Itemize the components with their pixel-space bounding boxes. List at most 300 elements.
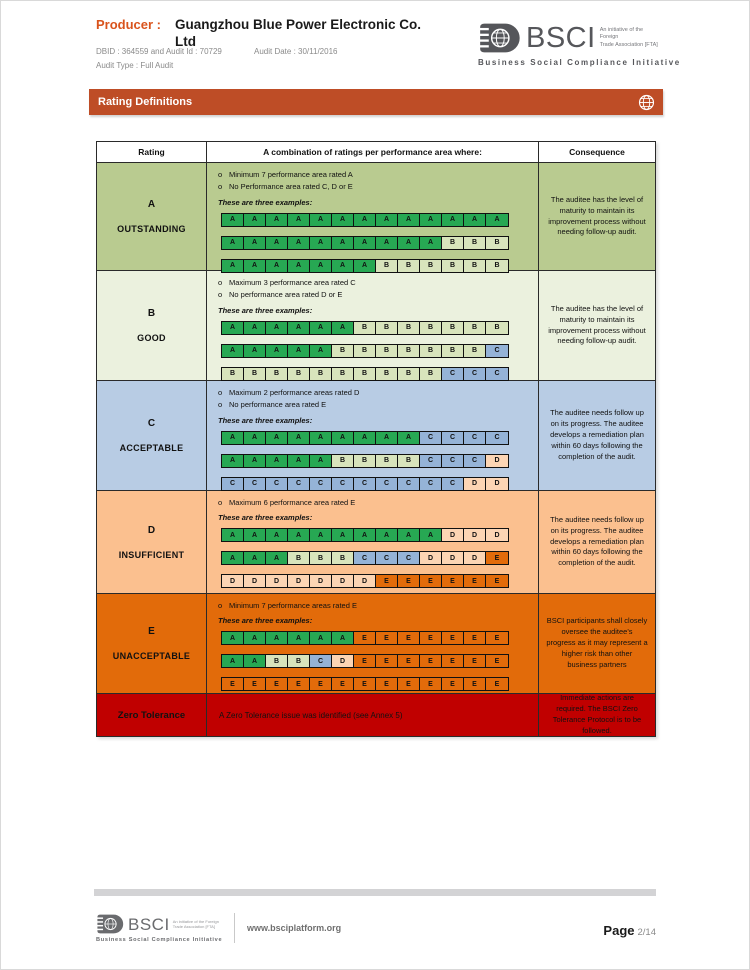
producer-name: Guangzhou Blue Power Electronic Co. Ltd: [175, 17, 422, 49]
rating-chip-E: E: [464, 575, 486, 587]
combination-cell: [207, 491, 539, 593]
grade-label: ACCEPTABLE: [119, 443, 184, 453]
rating-chip-A: A: [244, 529, 266, 541]
bullet-text: Maximum 2 performance areas rated D: [229, 388, 360, 397]
zero-tolerance-statement-cell: [207, 694, 539, 736]
rating-chip-A: A: [332, 322, 354, 334]
header-rating: Rating: [97, 142, 207, 162]
rating-chip-E: E: [244, 678, 266, 690]
consequence-text: The auditee has the level of maturity to maintain its improvement process without needing follow-up audit.: [548, 303, 646, 346]
consequence-cell: [539, 491, 655, 593]
rating-chip-A: A: [288, 632, 310, 644]
rating-chip-C: C: [354, 478, 376, 490]
rating-chip-E: E: [442, 678, 464, 690]
rating-chip-C: C: [442, 478, 464, 490]
rating-chip-A: A: [222, 322, 244, 334]
example-strip-2: [221, 236, 509, 250]
rating-chip-A: A: [222, 455, 244, 467]
rating-chip-A: A: [310, 455, 332, 467]
rating-chip-B: B: [244, 368, 266, 380]
rating-chip-A: A: [244, 552, 266, 564]
bullet-marker: o: [218, 388, 223, 397]
rating-chip-B: B: [442, 345, 464, 357]
rating-chip-A: A: [222, 260, 244, 272]
rating-chip-E: E: [376, 575, 398, 587]
rating-chip-A: A: [288, 322, 310, 334]
rating-chip-E: E: [486, 632, 508, 644]
page-number: 2/14: [637, 927, 656, 938]
rating-chip-A: A: [222, 632, 244, 644]
page-word: Page: [603, 923, 635, 938]
rating-chip-D: D: [442, 529, 464, 541]
rating-chip-C: C: [266, 478, 288, 490]
rating-chip-C: C: [464, 368, 486, 380]
grade-letter: A: [147, 199, 156, 210]
rating-chip-B: B: [310, 368, 332, 380]
rating-chip-A: A: [332, 260, 354, 272]
rating-cell: [97, 491, 207, 593]
rating-chip-C: C: [420, 455, 442, 467]
rating-chip-E: E: [420, 632, 442, 644]
rating-chip-E: E: [398, 655, 420, 667]
rating-chip-A: A: [288, 432, 310, 444]
rating-chip-B: B: [420, 345, 442, 357]
rating-chip-B: B: [464, 345, 486, 357]
rating-chip-B: B: [332, 552, 354, 564]
bullet-marker: o: [218, 601, 223, 610]
rating-chip-B: B: [398, 260, 420, 272]
rating-chip-B: B: [332, 455, 354, 467]
rating-chip-A: A: [332, 432, 354, 444]
rating-chip-E: E: [376, 678, 398, 690]
rating-definitions-table: [96, 141, 656, 737]
rating-chip-B: B: [442, 237, 464, 249]
logo-tagline: An initiative of the Foreign Trade Association [FTA]: [172, 918, 219, 929]
bullet-item: [218, 182, 530, 191]
rating-chip-A: A: [266, 345, 288, 357]
consequence-text: The auditee needs follow up on its progress. The auditee develops a remediation plan within 60 days following the completion of the audit.: [550, 408, 644, 461]
rating-chip-E: E: [442, 655, 464, 667]
rating-chip-A: A: [398, 432, 420, 444]
rating-chip-B: B: [288, 368, 310, 380]
bullet-item: [218, 170, 530, 179]
rating-chip-B: B: [354, 345, 376, 357]
rating-chip-E: E: [288, 678, 310, 690]
logo-wordmark: BSCI: [128, 914, 170, 934]
globe-icon: [638, 94, 655, 111]
rating-chip-B: B: [354, 455, 376, 467]
rating-chip-A: A: [266, 214, 288, 226]
rating-chip-C: C: [420, 432, 442, 444]
rating-chip-A: A: [244, 260, 266, 272]
rating-row-d: [97, 491, 655, 594]
rating-chip-A: A: [244, 345, 266, 357]
rating-chip-B: B: [332, 368, 354, 380]
rating-chip-B: B: [398, 455, 420, 467]
rating-chip-E: E: [222, 678, 244, 690]
rating-chip-A: A: [288, 260, 310, 272]
rating-chip-A: A: [222, 529, 244, 541]
rating-chip-E: E: [464, 632, 486, 644]
grade-letter: B: [147, 308, 156, 319]
example-strip-1: [221, 321, 509, 335]
bsci-logo: [478, 21, 681, 67]
rating-chip-A: A: [288, 455, 310, 467]
rating-chip-B: B: [288, 655, 310, 667]
rating-chip-A: A: [266, 237, 288, 249]
rating-chip-D: D: [486, 529, 508, 541]
rating-cell: [97, 594, 207, 693]
grade-label: OUTSTANDING: [117, 224, 186, 234]
example-strip-3: [221, 477, 509, 491]
rating-chip-B: B: [376, 260, 398, 272]
rating-chip-B: B: [398, 368, 420, 380]
rating-cell: [97, 163, 207, 270]
rating-chip-D: D: [266, 575, 288, 587]
consequence-text: The auditee needs follow up on its progress. The auditee develops a remediation plan within 60 days following the completion of the audit.: [550, 514, 644, 568]
zero-tolerance-label: Zero Tolerance: [117, 709, 186, 721]
audit-type: Audit Type : Full Audit: [96, 61, 174, 70]
bullet-text: Maximum 6 performance area rated E: [229, 498, 356, 507]
rating-chip-A: A: [332, 237, 354, 249]
rating-chip-E: E: [354, 655, 376, 667]
logo-wordmark: BSCI: [526, 21, 596, 54]
bullet-marker: o: [218, 182, 223, 192]
rating-chip-E: E: [486, 655, 508, 667]
rating-chip-A: A: [266, 432, 288, 444]
rating-chip-A: A: [310, 345, 332, 357]
example-strip-1: [221, 431, 509, 445]
consequence-text: BSCI participants shall closely oversee the auditee's progress as it may represent a higher risk than other business partners: [546, 616, 648, 669]
example-strip-2: [221, 344, 509, 358]
rating-chip-A: A: [376, 237, 398, 249]
rating-chip-A: A: [376, 529, 398, 541]
grade-label: GOOD: [137, 333, 166, 343]
rating-chip-A: A: [222, 432, 244, 444]
rating-chip-E: E: [376, 655, 398, 667]
audit-date: Audit Date : 30/11/2016: [254, 47, 338, 56]
report-header: [96, 17, 496, 51]
section-title: Rating Definitions: [98, 96, 193, 108]
rating-chip-E: E: [486, 575, 508, 587]
consequence-cell: [539, 163, 655, 270]
rating-chip-A: A: [266, 260, 288, 272]
rating-chip-A: A: [288, 529, 310, 541]
logo-subtitle: Business Social Compliance Initiative: [96, 937, 223, 943]
rating-chip-B: B: [442, 322, 464, 334]
rating-chip-E: E: [464, 655, 486, 667]
rating-chip-B: B: [398, 345, 420, 357]
rating-chip-C: C: [244, 478, 266, 490]
combination-cell: [207, 594, 539, 693]
rating-chip-C: C: [464, 455, 486, 467]
rating-chip-B: B: [486, 322, 508, 334]
rating-chip-E: E: [420, 678, 442, 690]
rating-chip-A: A: [376, 432, 398, 444]
rating-chip-A: A: [354, 529, 376, 541]
rating-chip-B: B: [376, 455, 398, 467]
rating-chip-E: E: [420, 655, 442, 667]
rating-chip-E: E: [310, 678, 332, 690]
footer-vertical-divider: [234, 913, 235, 943]
combination-cell: [207, 271, 539, 380]
rating-cell: [97, 694, 207, 736]
rating-chip-E: E: [486, 552, 508, 564]
rating-chip-C: C: [398, 478, 420, 490]
rating-chip-B: B: [486, 260, 508, 272]
rating-chip-A: A: [244, 455, 266, 467]
rating-chip-A: A: [266, 322, 288, 334]
rating-row-zero-tolerance: [97, 694, 655, 736]
rating-chip-B: B: [464, 237, 486, 249]
rating-chip-D: D: [420, 552, 442, 564]
example-strip-1: [221, 213, 509, 227]
rating-chip-C: C: [486, 432, 508, 444]
rating-chip-A: A: [288, 345, 310, 357]
bullet-text: No performance area rated D or E: [229, 290, 343, 300]
examples-intro: These are three examples:: [218, 415, 313, 425]
rating-row-e: [97, 594, 655, 694]
example-strip-2: [221, 654, 509, 668]
rating-chip-E: E: [398, 575, 420, 587]
rating-chip-B: B: [288, 552, 310, 564]
rating-chip-B: B: [266, 655, 288, 667]
consequence-text: Immediate actions are required. The BSCI Zero Tolerance Protocol is to be followed.: [552, 693, 642, 735]
rating-chip-C: C: [376, 478, 398, 490]
rating-cell: [97, 271, 207, 380]
rating-cell: [97, 381, 207, 490]
dbid-audit-id: DBID : 364559 and Audit Id : 70729: [96, 47, 222, 56]
rating-chip-E: E: [464, 678, 486, 690]
rating-row-a: [97, 163, 655, 271]
rating-chip-C: C: [288, 478, 310, 490]
header-combination: A combination of ratings per performance area where:: [207, 142, 539, 162]
rating-chip-B: B: [266, 368, 288, 380]
bullet-marker: o: [218, 170, 223, 179]
hand-globe-icon: [478, 21, 524, 55]
combination-cell: [207, 381, 539, 490]
bullet-marker: o: [218, 290, 223, 300]
page-indicator: [603, 923, 656, 938]
bullet-item: [218, 400, 530, 409]
rating-chip-A: A: [244, 655, 266, 667]
rating-chip-D: D: [486, 478, 508, 490]
rating-chip-D: D: [464, 552, 486, 564]
rating-chip-A: A: [244, 322, 266, 334]
bullet-item: [218, 388, 530, 397]
rating-chip-A: A: [310, 432, 332, 444]
rating-chip-B: B: [442, 260, 464, 272]
example-strip-3: [221, 574, 509, 588]
example-strip-2: [221, 454, 509, 468]
rating-chip-A: A: [420, 214, 442, 226]
rating-chip-A: A: [244, 632, 266, 644]
rating-chip-D: D: [222, 575, 244, 587]
rating-chip-D: D: [464, 478, 486, 490]
rating-chip-B: B: [376, 322, 398, 334]
rating-chip-C: C: [376, 552, 398, 564]
page-footer: [96, 913, 656, 943]
rating-chip-B: B: [486, 237, 508, 249]
rating-chip-C: C: [310, 655, 332, 667]
rating-chip-C: C: [486, 345, 508, 357]
rating-chip-A: A: [332, 529, 354, 541]
rating-chip-C: C: [486, 368, 508, 380]
rating-chip-A: A: [332, 632, 354, 644]
rating-chip-E: E: [420, 575, 442, 587]
rating-chip-A: A: [398, 529, 420, 541]
rating-chip-C: C: [310, 478, 332, 490]
rating-chip-A: A: [310, 214, 332, 226]
rating-chip-A: A: [222, 237, 244, 249]
rating-chip-A: A: [442, 214, 464, 226]
logo-subtitle: Business Social Compliance Initiative: [478, 58, 681, 67]
grade-letter: E: [148, 626, 155, 637]
rating-chip-C: C: [354, 552, 376, 564]
rating-chip-B: B: [464, 260, 486, 272]
section-bar: [89, 89, 663, 115]
grade-label: INSUFFICIENT: [118, 549, 185, 560]
rating-chip-B: B: [376, 368, 398, 380]
rating-chip-A: A: [222, 214, 244, 226]
rating-chip-A: A: [420, 237, 442, 249]
bullet-marker: o: [218, 400, 223, 410]
bullet-item: [218, 498, 530, 507]
rating-chip-D: D: [464, 529, 486, 541]
table-header-row: [97, 142, 655, 163]
audit-meta: [96, 47, 516, 70]
rating-chip-A: A: [288, 214, 310, 226]
rating-chip-C: C: [464, 432, 486, 444]
bullet-item: [218, 601, 530, 610]
rating-chip-D: D: [442, 552, 464, 564]
bullet-text: Minimum 7 performance areas rated E: [229, 601, 357, 610]
rating-chip-D: D: [486, 455, 508, 467]
rating-chip-B: B: [354, 322, 376, 334]
rating-chip-A: A: [354, 260, 376, 272]
rating-chip-D: D: [332, 655, 354, 667]
rating-chip-E: E: [332, 678, 354, 690]
example-strip-1: [221, 631, 509, 645]
rating-chip-A: A: [244, 237, 266, 249]
grade-letter: D: [147, 524, 156, 536]
rating-chip-E: E: [354, 678, 376, 690]
rating-chip-C: C: [420, 478, 442, 490]
rating-chip-A: A: [266, 632, 288, 644]
rating-chip-E: E: [398, 678, 420, 690]
rating-chip-C: C: [442, 368, 464, 380]
bullet-text: No Performance area rated C, D or E: [229, 182, 353, 192]
rating-chip-A: A: [486, 214, 508, 226]
rating-chip-A: A: [354, 214, 376, 226]
logo-tagline: An initiative of the Foreign Trade Association [FTA]: [599, 26, 658, 48]
example-strip-1: [221, 528, 509, 542]
rating-chip-B: B: [420, 322, 442, 334]
rating-chip-A: A: [354, 432, 376, 444]
rating-chip-A: A: [222, 552, 244, 564]
rating-row-b: [97, 271, 655, 381]
rating-chip-A: A: [310, 260, 332, 272]
rating-chip-A: A: [464, 214, 486, 226]
rating-chip-C: C: [442, 455, 464, 467]
footer-bsci-logo: [96, 913, 234, 943]
examples-intro: These are three examples:: [218, 513, 313, 523]
rating-chip-A: A: [266, 552, 288, 564]
rating-chip-D: D: [354, 575, 376, 587]
rating-chip-E: E: [266, 678, 288, 690]
rating-chip-D: D: [288, 575, 310, 587]
rating-chip-D: D: [310, 575, 332, 587]
rating-chip-B: B: [222, 368, 244, 380]
rating-chip-A: A: [222, 655, 244, 667]
consequence-cell: [539, 381, 655, 490]
rating-chip-A: A: [310, 322, 332, 334]
rating-chip-E: E: [486, 678, 508, 690]
consequence-text: The auditee has the level of maturity to maintain its improvement process without needing follow-up audit.: [548, 194, 646, 237]
rating-chip-E: E: [354, 632, 376, 644]
rating-chip-A: A: [332, 214, 354, 226]
consequence-cell: [539, 271, 655, 380]
rating-chip-E: E: [442, 632, 464, 644]
rating-chip-E: E: [376, 632, 398, 644]
bullet-text: Minimum 7 performance area rated A: [229, 170, 353, 179]
rating-chip-A: A: [310, 237, 332, 249]
hand-globe-icon: [96, 913, 126, 935]
rating-chip-E: E: [398, 632, 420, 644]
zero-tolerance-statement: A Zero Tolerance issue was identified (see Annex 5): [219, 710, 403, 720]
rating-chip-B: B: [420, 260, 442, 272]
rating-chip-A: A: [398, 237, 420, 249]
rating-chip-A: A: [420, 529, 442, 541]
consequence-cell: [539, 694, 655, 736]
rating-chip-B: B: [420, 368, 442, 380]
rating-chip-B: B: [310, 552, 332, 564]
examples-intro: These are three examples:: [218, 616, 313, 626]
combination-cell: [207, 163, 539, 270]
rating-chip-B: B: [464, 322, 486, 334]
rating-chip-E: E: [442, 575, 464, 587]
rating-chip-A: A: [398, 214, 420, 226]
rating-chip-A: A: [376, 214, 398, 226]
bullet-marker: o: [218, 498, 223, 507]
producer-label: Producer :: [96, 17, 162, 32]
rating-chip-D: D: [244, 575, 266, 587]
rating-chip-A: A: [222, 345, 244, 357]
bullet-item: [218, 290, 530, 299]
rating-chip-A: A: [266, 455, 288, 467]
bullet-text: No performance area rated E: [229, 400, 327, 410]
rating-chip-B: B: [332, 345, 354, 357]
grade-label: UNACCEPTABLE: [112, 651, 191, 661]
example-strip-2: [221, 551, 509, 565]
example-strip-3: [221, 367, 509, 381]
rating-chip-B: B: [398, 322, 420, 334]
bullet-marker: o: [218, 278, 223, 287]
rating-chip-C: C: [332, 478, 354, 490]
rating-chip-B: B: [376, 345, 398, 357]
rating-chip-C: C: [442, 432, 464, 444]
examples-intro: These are three examples:: [218, 305, 313, 315]
rating-row-c: [97, 381, 655, 491]
bullet-item: [218, 278, 530, 287]
rating-chip-D: D: [332, 575, 354, 587]
platform-url-link[interactable]: www.bsciplatform.org: [247, 923, 342, 933]
rating-chip-B: B: [354, 368, 376, 380]
rating-chip-A: A: [310, 632, 332, 644]
examples-intro: These are three examples:: [218, 197, 313, 207]
rating-chip-C: C: [222, 478, 244, 490]
rating-chip-A: A: [244, 432, 266, 444]
